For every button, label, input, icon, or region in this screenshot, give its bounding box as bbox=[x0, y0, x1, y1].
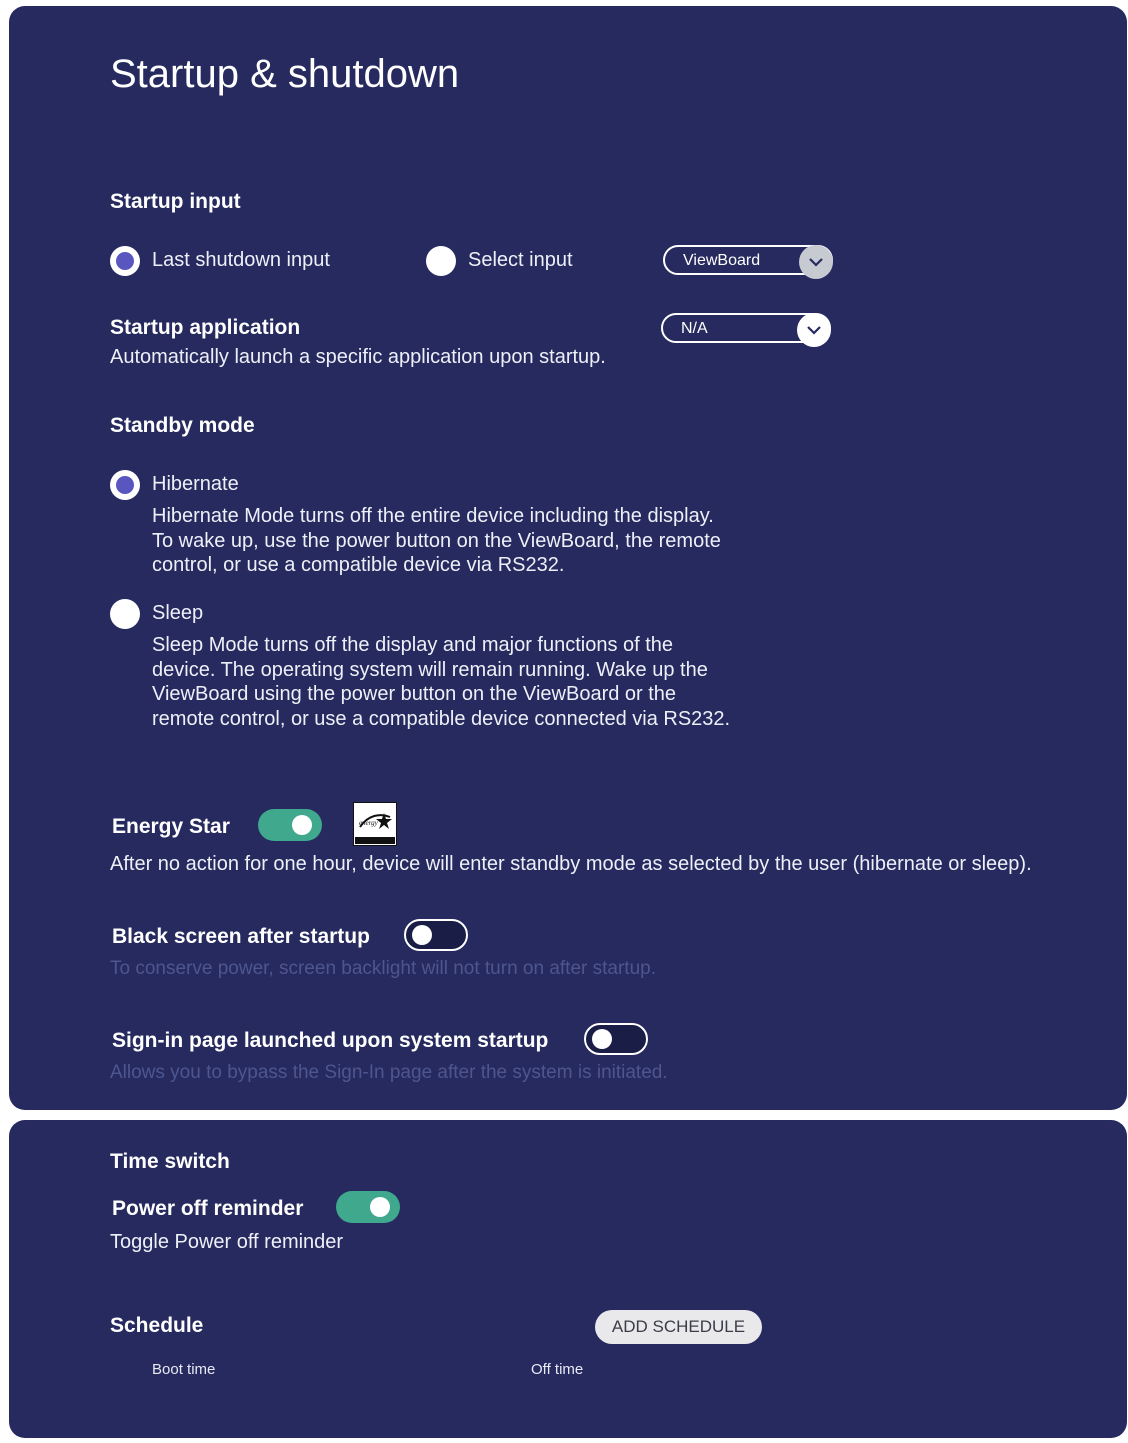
startup-application-description: Automatically launch a specific application upon startup. bbox=[110, 346, 606, 368]
sleep-radio[interactable] bbox=[110, 599, 140, 629]
startup-application-select[interactable] bbox=[661, 313, 831, 343]
add-schedule-button[interactable]: ADD SCHEDULE bbox=[595, 1310, 762, 1344]
energy-star-logo-icon bbox=[353, 802, 397, 846]
black-screen-description: To conserve power, screen backlight will not turn on after startup. bbox=[110, 958, 656, 979]
startup-shutdown-panel bbox=[9, 6, 1127, 1110]
power-off-reminder-description: Toggle Power off reminder bbox=[110, 1231, 344, 1253]
boot-time-column-header: Boot time bbox=[152, 1361, 216, 1378]
power-off-reminder-toggle[interactable] bbox=[336, 1191, 400, 1223]
startup-input-heading: Startup input bbox=[110, 190, 241, 213]
last-shutdown-input-radio[interactable] bbox=[110, 246, 140, 276]
startup-input-select-value: ViewBoard bbox=[683, 252, 761, 269]
hibernate-description: Hibernate Mode turns off the entire device including the display. To wake up, use the power button on the ViewBoard, the remote control, or use a compatible device via RS232. bbox=[152, 505, 721, 577]
startup-application-heading: Startup application bbox=[110, 316, 301, 339]
chevron-down-icon bbox=[799, 245, 833, 279]
time-switch-heading: Time switch bbox=[110, 1150, 230, 1173]
standby-mode-heading: Standby mode bbox=[110, 414, 255, 437]
energy-star-label: Energy Star bbox=[112, 815, 230, 838]
schedule-heading: Schedule bbox=[110, 1314, 204, 1337]
hibernate-label[interactable]: Hibernate bbox=[152, 473, 239, 495]
off-time-column-header: Off time bbox=[531, 1361, 584, 1378]
signin-page-description: Allows you to bypass the Sign-In page after the system is initiated. bbox=[110, 1062, 668, 1083]
signin-page-label: Sign-in page launched upon system startup bbox=[112, 1029, 549, 1052]
page-title: Startup & shutdown bbox=[110, 52, 460, 96]
chevron-down-icon bbox=[797, 313, 831, 347]
signin-page-toggle[interactable] bbox=[584, 1023, 648, 1055]
last-shutdown-input-label[interactable]: Last shutdown input bbox=[152, 249, 330, 271]
select-input-radio[interactable] bbox=[426, 246, 456, 276]
startup-application-select-value: N/A bbox=[681, 320, 708, 337]
black-screen-toggle[interactable] bbox=[404, 919, 468, 951]
sleep-label[interactable]: Sleep bbox=[152, 602, 204, 624]
black-screen-label: Black screen after startup bbox=[112, 925, 370, 948]
startup-input-select[interactable] bbox=[663, 245, 833, 275]
svg-text:energy: energy bbox=[359, 819, 378, 827]
hibernate-radio[interactable] bbox=[110, 470, 140, 500]
energy-star-description: After no action for one hour, device will enter standby mode as selected by the user (hibernate or sleep). bbox=[110, 853, 1032, 875]
time-switch-panel bbox=[9, 1120, 1127, 1438]
select-input-label[interactable]: Select input bbox=[468, 249, 573, 271]
sleep-description: Sleep Mode turns off the display and major functions of the device. The operating system will remain running. Wake up the ViewBoard using the power button on the ViewBoard or the remote control, or use a compatible device connected via RS232. bbox=[152, 634, 731, 731]
power-off-reminder-label: Power off reminder bbox=[112, 1197, 304, 1220]
energy-star-toggle[interactable] bbox=[258, 809, 322, 841]
